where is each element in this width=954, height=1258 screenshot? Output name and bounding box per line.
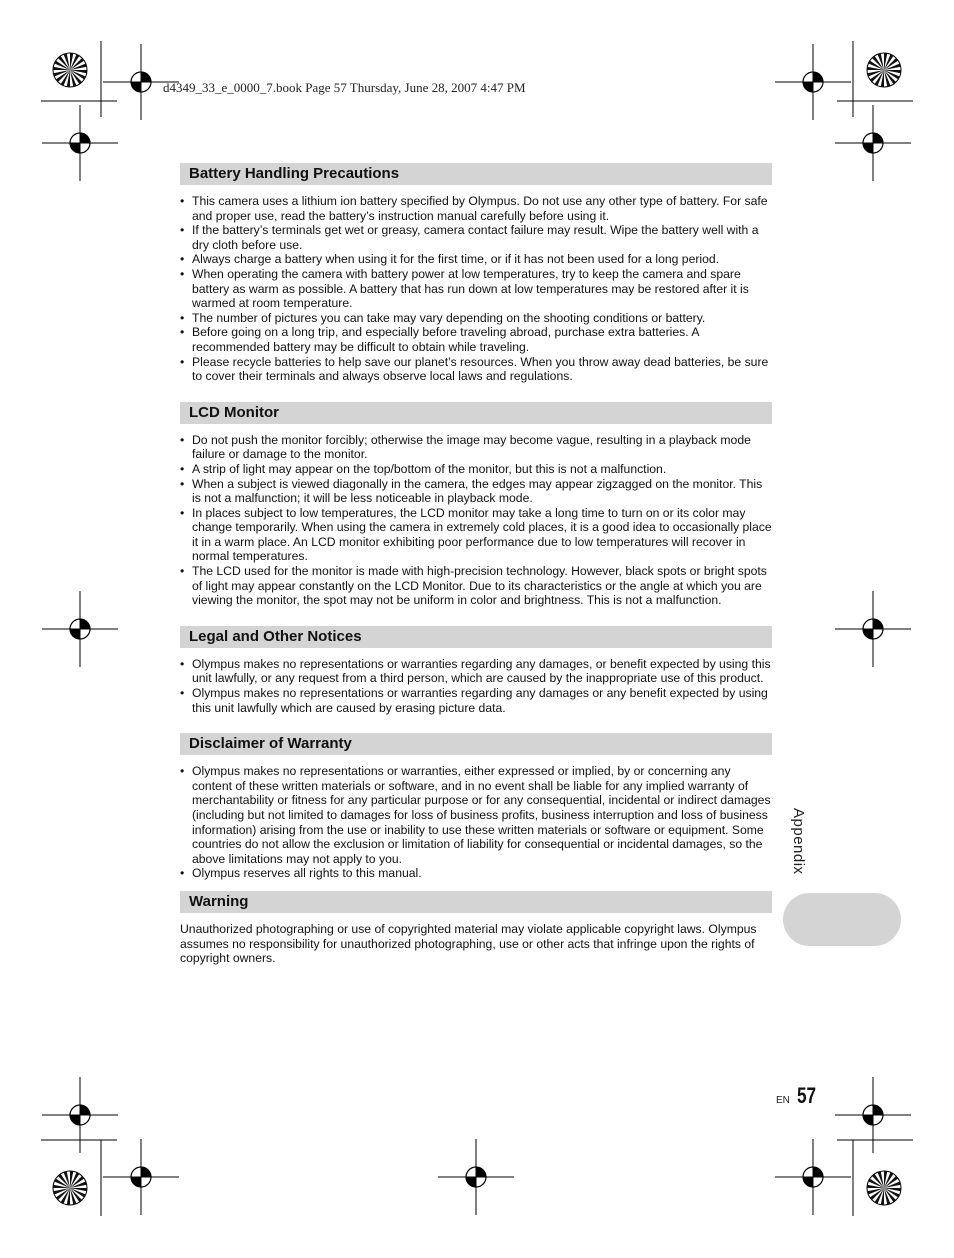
section-title: Disclaimer of Warranty: [180, 733, 772, 755]
appendix-side-label: Appendix: [790, 808, 807, 875]
list-item: • Do not push the monitor forcibly; otherwise the image may become vague, resulting in a playback mode failure or damage to the monitor.: [180, 433, 772, 462]
list-item: • The LCD used for the monitor is made with high-precision technology. However, black spots or bright spots of light may appear constantly on the LCD Monitor. Due to its characteristics or the angle at which you are viewing the monitor, the spot may not be uniform in color and brightness. This is not a malfunction.: [180, 564, 772, 608]
list-item: • This camera uses a lithium ion battery specified by Olympus. Do not use any other type of battery. For safe and proper use, read the battery’s instruction manual carefully before using it.: [180, 194, 772, 223]
list-item: • The number of pictures you can take may vary depending on the shooting conditions or battery.: [180, 311, 772, 326]
section-title: Warning: [180, 891, 772, 913]
language-code: EN: [776, 1095, 790, 1106]
list-item: • Please recycle batteries to help save our planet’s resources. When you throw away dead batteries, be sure to cover their terminals and always observe local laws and regulations.: [180, 355, 772, 384]
list-item: • In places subject to low temperatures, the LCD monitor may take a long time to turn on or its color may change temporarily. When using the camera in extremely cold places, it is a good idea to occasionally place it in a warm place. An LCD monitor exhibiting poor performance due to low temperatures will recover in normal temperatures.: [180, 506, 772, 564]
appendix-tab-marker: [783, 893, 901, 946]
page-number-value: 57: [797, 1083, 817, 1108]
print-header: d4349_33_e_0000_7.book Page 57 Thursday, June 28, 2007 4:47 PM: [163, 80, 526, 95]
list-item: • Olympus makes no representations or warranties regarding any damages, or benefit expected by using this unit lawfully, or any request from a third person, which are caused by the inappropriate use of this product.: [180, 657, 772, 686]
bullet-list: [180, 657, 772, 715]
list-item: • Olympus makes no representations or warranties regarding any damages or any benefit expected by using this unit lawfully which are caused by erasing picture data.: [180, 686, 772, 715]
bullet-list: [180, 194, 772, 384]
page-content: [180, 163, 772, 978]
section-battery-handling: [180, 163, 772, 384]
list-item: • Olympus makes no representations or warranties, either expressed or implied, by or concerning any content of these written materials or software, and in no event shall be liable for any implied warranty of merchantability or fitness for any particular purpose or for any consequential, incidental or indirect damages (including but not limited to damages for loss of business profits, business interruption and loss of business information) arising from the use or inability to use these written materials or software or equipment. Some countries do not allow the exclusion or limitation of liability for consequential or incidental damages, so the above limitations may not apply to you.: [180, 764, 772, 866]
list-item: • If the battery’s terminals get wet or greasy, camera contact failure may result. Wipe the battery well with a dry cloth before use.: [180, 223, 772, 252]
bullet-list: [180, 433, 772, 608]
page-number: [776, 1083, 822, 1109]
section-legal-notices: [180, 626, 772, 715]
section-warning: [180, 891, 772, 966]
list-item: • When a subject is viewed diagonally in the camera, the edges may appear zigzagged on the monitor. This is not a malfunction; it will be less noticeable in playback mode.: [180, 477, 772, 506]
list-item: • Before going on a long trip, and especially before traveling abroad, purchase extra batteries. A recommended battery may be difficult to obtain while traveling.: [180, 325, 772, 354]
list-item: • Olympus reserves all rights to this manual.: [180, 866, 772, 881]
section-disclaimer-of-warranty: [180, 733, 772, 881]
list-item: • Always charge a battery when using it for the first time, or if it has not been used for a long period.: [180, 252, 772, 267]
section-title: Battery Handling Precautions: [180, 163, 772, 185]
section-title: Legal and Other Notices: [180, 626, 772, 648]
section-lcd-monitor: [180, 402, 772, 608]
bullet-list: [180, 764, 772, 881]
list-item: • A strip of light may appear on the top/bottom of the monitor, but this is not a malfunction.: [180, 462, 772, 477]
section-title: LCD Monitor: [180, 402, 772, 424]
warning-text: Unauthorized photographing or use of copyrighted material may violate applicable copyright laws. Olympus assumes no responsibility for unauthorized photographing, use or other acts that infringe upon the rights of copyright owners.: [180, 921, 757, 966]
list-item: • When operating the camera with battery power at low temperatures, try to keep the camera and spare battery as warm as possible. A battery that has run down at low temperatures may be restored after it is warmed at room temperature.: [180, 267, 772, 311]
